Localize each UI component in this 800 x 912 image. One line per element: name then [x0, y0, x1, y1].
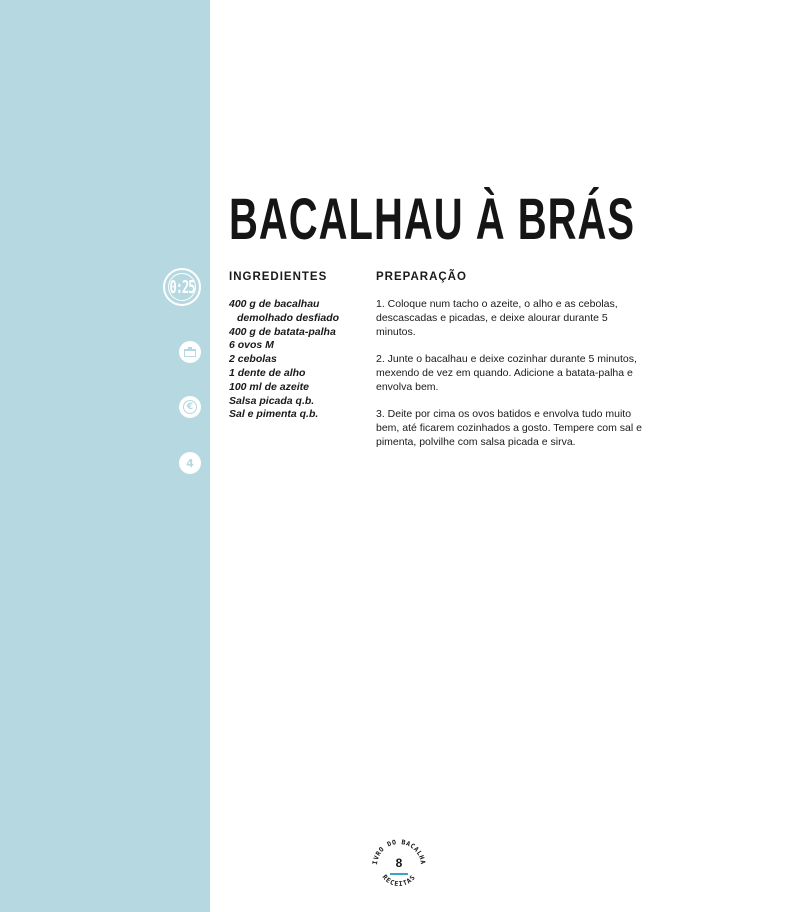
pot-icon	[184, 349, 196, 357]
sidebar	[0, 0, 210, 912]
euro-icon: €	[183, 400, 197, 414]
ingredient-item: 1 dente de alho	[229, 366, 306, 379]
preparation-step: 2. Junte o bacalhau e deixe cozinhar durante 5 minutos, mexendo de vez em quando. Adicione a batata-palha e envolva bem.	[376, 353, 637, 393]
cost-badge	[179, 396, 201, 418]
ingredient-item: Salsa picada q.b.	[229, 394, 315, 407]
page-number: 8	[395, 856, 403, 870]
ingredient-item: Sal e pimenta q.b.	[229, 408, 319, 421]
ingredient-item: 6 ovos M	[229, 339, 274, 352]
ingredients-heading: INGREDIENTES	[229, 271, 328, 283]
ingredient-item-continued: demolhado desfiado	[237, 311, 340, 324]
page-underline	[390, 873, 408, 875]
prep-time: 0:25	[169, 276, 195, 298]
preparation-steps	[376, 298, 644, 464]
svg-text:RECEITAS	[381, 873, 418, 888]
preparation-step: 3. Deite por cima os ovos batidos e envolva tudo muito bem, até ficarem cozinhados a gosto. Tempere com sal e pimenta, polvilhe com salsa picada e sirva.	[376, 408, 642, 448]
preparation-heading: PREPARAÇÃO	[376, 271, 467, 283]
seal-bottom-text: RECEITAS	[380, 873, 418, 889]
clock-icon	[163, 268, 201, 306]
persons-value: 4	[186, 456, 194, 470]
recipe-title: BACALHAU À BRÁS	[229, 188, 636, 252]
preparation-step: 1. Coloque num tacho o azeite, o alho e as cebolas, descascadas e picadas, e deixe alourar durante 5 minutos.	[376, 298, 618, 338]
ingredient-item	[229, 312, 369, 326]
difficulty-badge	[179, 341, 201, 363]
ingredient-item: 400 g de batata-palha	[229, 325, 336, 338]
ingredients-list	[229, 298, 369, 422]
ingredient-item: 100 ml de azeite	[229, 380, 309, 393]
ingredient-item: 2 cebolas	[229, 353, 277, 366]
persons-badge	[179, 452, 201, 474]
ingredient-item: 400 g de bacalhau	[229, 298, 320, 310]
page-seal	[369, 836, 429, 896]
seal-top-text: IVRO DO BACALHA	[370, 838, 428, 866]
